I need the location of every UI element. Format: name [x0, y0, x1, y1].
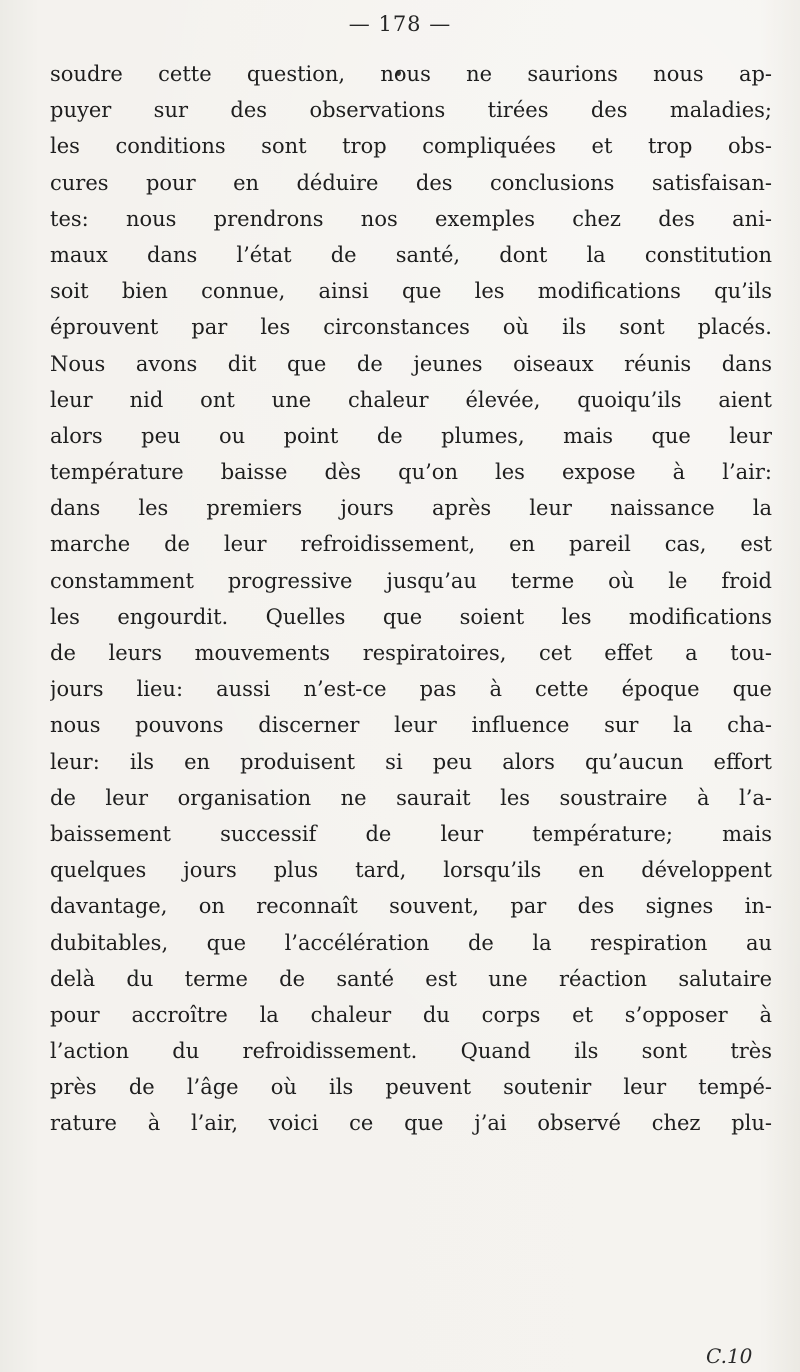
text-line: jours lieu: aussi n’est-ce pas à cette époque que	[50, 677, 772, 702]
text-line: de leurs mouvements respiratoires, cet effet a tou-	[50, 641, 772, 665]
text-line: leur nid ont une chaleur élevée, quoiqu’ils aient	[50, 387, 772, 412]
text-line: puyer sur des observations tirées des maladies;	[50, 98, 772, 123]
text-line: soudre cette question, nous ne saurions nous ap-	[50, 62, 772, 86]
text-line: température baisse dès qu’on les expose à l’air:	[50, 460, 772, 485]
text-line: dans les premiers jours après leur naissance la	[50, 496, 772, 521]
text-line: constamment progressive jusqu’au terme où le froid	[50, 568, 772, 593]
signature-mark: C.10	[706, 1344, 753, 1368]
text-line: soit bien connue, ainsi que les modifications qu’ils	[50, 279, 772, 304]
text-line: de leur organisation ne saurait les soustraire à l’a-	[50, 785, 772, 810]
text-line: dubitables, que l’accélération de la respiration au	[50, 930, 772, 955]
text-line: maux dans l’état de santé, dont la constitution	[50, 242, 772, 267]
text-line: éprouvent par les circonstances où ils sont placés.	[50, 315, 772, 340]
text-line: marche de leur refroidissement, en pareil cas, est	[50, 532, 772, 557]
text-line: delà du terme de santé est une réaction salutaire	[50, 966, 772, 991]
body-text	[50, 56, 772, 1142]
text-line: leur: ils en produisent si peu alors qu’aucun effort	[50, 749, 772, 774]
text-line: quelques jours plus tard, lorsqu’ils en développent	[50, 858, 772, 883]
text-line: l’action du refroidissement. Quand ils sont très	[50, 1039, 772, 1064]
text-line: nous pouvons discerner leur influence sur la cha-	[50, 713, 772, 738]
text-line: rature à l’air, voici ce que j’ai observé chez plu-	[50, 1111, 772, 1136]
page-number: — 178 —	[348, 12, 452, 36]
text-line: Nous avons dit que de jeunes oiseaux réunis dans	[50, 351, 772, 376]
text-line: davantage, on reconnaît souvent, par des signes in-	[50, 894, 772, 919]
text-line: baissement successif de leur température; mais	[50, 821, 772, 846]
text-line: les engourdit. Quelles que soient les modifications	[50, 604, 772, 629]
text-line: les conditions sont trop compliquées et trop obs-	[50, 134, 772, 159]
text-line: cures pour en déduire des conclusions satisfaisan-	[50, 170, 772, 195]
text-line: alors peu ou point de plumes, mais que leur	[50, 423, 772, 448]
text-line: près de l’âge où ils peuvent soutenir leur tempé-	[50, 1075, 772, 1100]
text-line: tes: nous prendrons nos exemples chez des ani-	[50, 206, 772, 231]
text-line: pour accroître la chaleur du corps et s’opposer à	[50, 1002, 772, 1027]
